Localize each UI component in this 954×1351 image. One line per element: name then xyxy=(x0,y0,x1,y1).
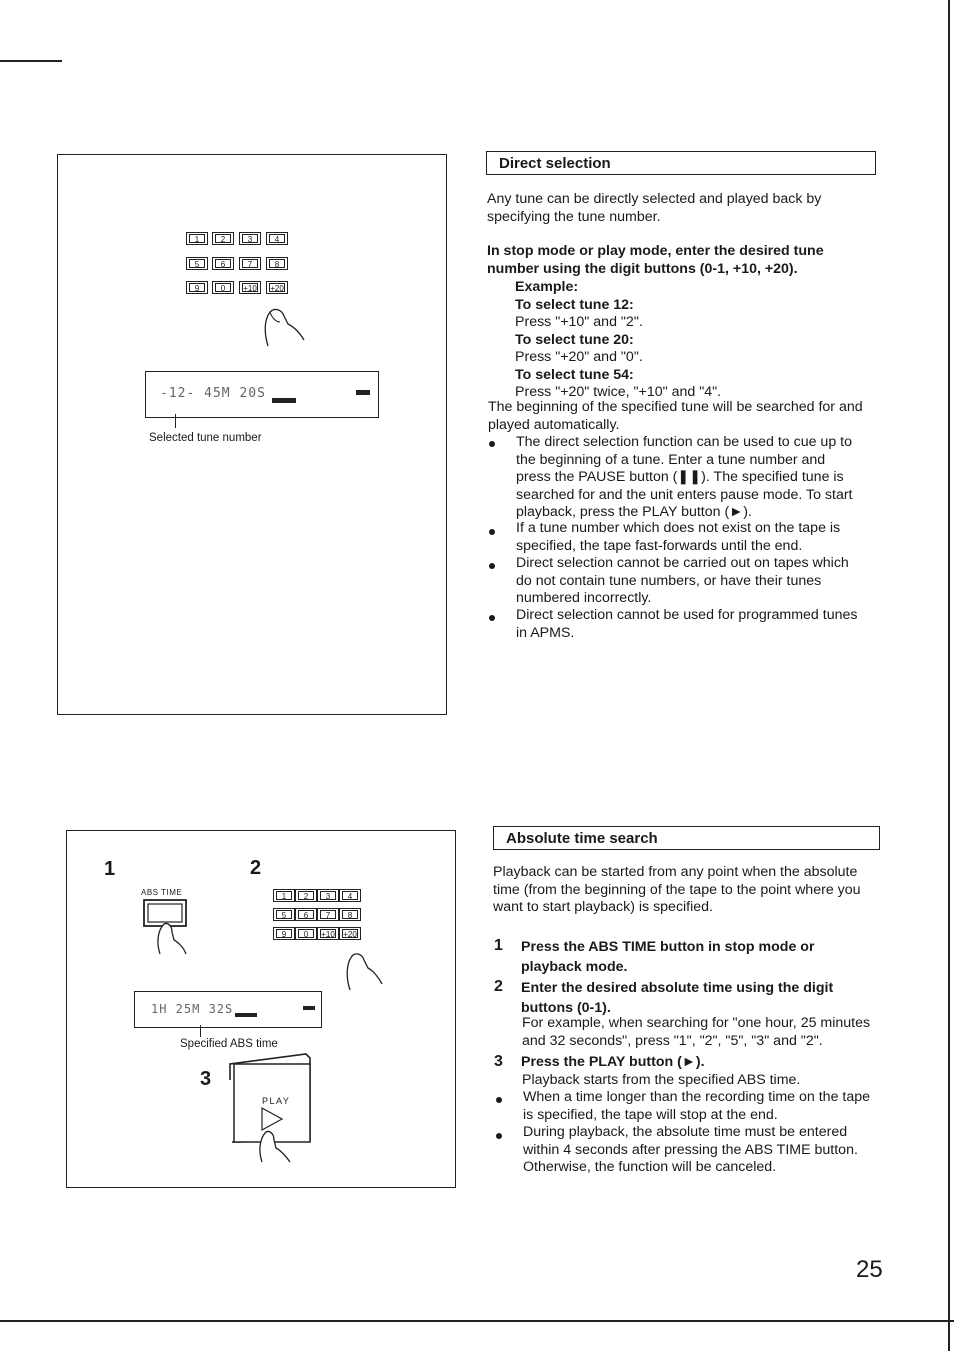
abs-fig-step-1: 1 xyxy=(104,858,116,880)
abs-time-button-icon xyxy=(140,896,196,956)
display-indicator xyxy=(303,1006,315,1010)
bottom-edge-line xyxy=(0,1320,954,1322)
step-3-heading: Press the PLAY button (►). xyxy=(521,1054,705,1070)
key-8: 8 xyxy=(266,257,288,270)
key-6: 6 xyxy=(212,257,234,270)
direct-instruction: In stop mode or play mode, enter the desired tune number using the digit buttons (0-1, +10, +20). xyxy=(487,243,824,277)
display-indicator xyxy=(356,390,370,395)
direct-figure-caption: Selected tune number xyxy=(149,432,262,444)
key-plus10: +10 xyxy=(239,281,261,294)
key-6: 6 xyxy=(295,908,317,921)
page-number: 25 xyxy=(856,1256,883,1283)
bullet-dot xyxy=(496,1133,502,1139)
key-plus20: +20 xyxy=(339,927,361,940)
abs-section-title: Absolute time search xyxy=(493,826,880,850)
key-7: 7 xyxy=(239,257,261,270)
key-9: 9 xyxy=(273,927,295,940)
key-5: 5 xyxy=(186,257,208,270)
step-2-heading: Enter the desired absolute time using the digit buttons (0-1). xyxy=(521,980,834,1016)
key-2: 2 xyxy=(295,889,317,902)
key-3: 3 xyxy=(317,889,339,902)
display-readout: 1H 25M 32S xyxy=(151,1002,234,1016)
key-0: 0 xyxy=(295,927,317,940)
direct-bullet-3: Direct selection cannot be carried out on tapes which do not contain tune numbers, or have their tunes numbered incorrectly. xyxy=(516,555,849,606)
direct-after: The beginning of the specified tune will be searched for and played automatically. xyxy=(488,399,863,433)
finger-icon xyxy=(340,944,384,992)
key-1: 1 xyxy=(273,889,295,902)
step-1-heading: Press the ABS TIME button in stop mode or playback mode. xyxy=(521,939,815,975)
key-3: 3 xyxy=(239,232,261,245)
abs-display xyxy=(134,991,322,1028)
key-4: 4 xyxy=(266,232,288,245)
play-label: PLAY xyxy=(262,1096,291,1106)
step-2-text: For example, when searching for "one hour, 25 minutes and 32 seconds", press "1", "2", "5", "3" and "2". xyxy=(522,1015,871,1049)
direct-bullet-2: If a tune number which does not exist on the tape is specified, the tape fast-forwards until the end. xyxy=(516,520,841,554)
step-3-text: Playback starts from the specified ABS time. xyxy=(522,1072,801,1088)
bullet-dot xyxy=(489,615,495,621)
finger-icon xyxy=(258,298,308,350)
pointer-line xyxy=(175,414,176,428)
key-5: 5 xyxy=(273,908,295,921)
key-8: 8 xyxy=(339,908,361,921)
key-1: 1 xyxy=(186,232,208,245)
abs-time-label: ABS TIME xyxy=(141,888,183,897)
key-2: 2 xyxy=(212,232,234,245)
direct-bullet-1: The direct selection function can be used to cue up to the beginning of a tune. Enter a tune number and press the PAUSE button (❚❚). The specified tune is searched for and the unit enters pause mode. To start playback, press the PLAY button (►). xyxy=(516,434,853,520)
display-readout: -12- 45M 20S xyxy=(160,386,266,401)
bullet-dot xyxy=(489,563,495,569)
pointer-line xyxy=(200,1025,201,1037)
direct-section-title: Direct selection xyxy=(486,151,876,175)
direct-bullet-4: Direct selection cannot be used for programmed tunes in APMS. xyxy=(516,607,858,641)
direct-examples: Example: To select tune 12: Press "+10" and "2". To select tune 20: Press "+20" and "0". To select tune 54: Press "+20" twice, "+10" and "4". xyxy=(515,279,722,400)
key-plus10: +10 xyxy=(317,927,339,940)
bullet-dot xyxy=(489,529,495,535)
key-7: 7 xyxy=(317,908,339,921)
key-4: 4 xyxy=(339,889,361,902)
crop-mark xyxy=(0,60,62,62)
abs-intro: Playback can be started from any point when the absolute time (from the beginning of the tape to the point where you want to start playback) is specified. xyxy=(493,864,861,915)
step-3-number: 3 xyxy=(494,1053,503,1070)
abs-fig-step-3: 3 xyxy=(200,1068,212,1090)
bullet-dot xyxy=(496,1097,502,1103)
direct-intro: Any tune can be directly selected and played back by specifying the tune number. xyxy=(487,191,822,225)
key-9: 9 xyxy=(186,281,208,294)
bullet-dot xyxy=(489,441,495,447)
play-button-icon xyxy=(226,1052,318,1164)
key-plus20: +20 xyxy=(266,281,288,294)
display-indicator xyxy=(272,398,296,403)
abs-bullet-2: During playback, the absolute time must be entered within 4 seconds after pressing the ABS TIME button. Otherwise, the function will be canceled. xyxy=(523,1124,858,1175)
abs-figure-caption: Specified ABS time xyxy=(180,1038,278,1050)
right-edge-line xyxy=(948,0,950,1351)
abs-bullet-1: When a time longer than the recording time on the tape is specified, the tape will stop at the end. xyxy=(523,1089,871,1123)
direct-display xyxy=(145,371,379,418)
step-1-number: 1 xyxy=(494,937,503,954)
key-0: 0 xyxy=(212,281,234,294)
step-2-number: 2 xyxy=(494,978,503,995)
abs-fig-step-2: 2 xyxy=(250,857,262,879)
display-indicator xyxy=(235,1013,257,1017)
